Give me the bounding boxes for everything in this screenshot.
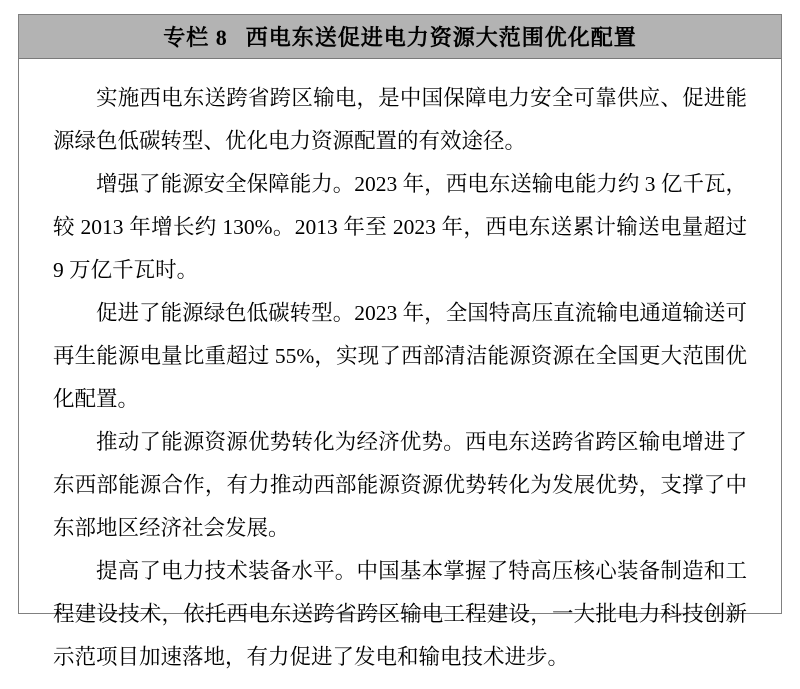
- callout-title: 西电东送促进电力资源大范围优化配置: [245, 25, 637, 50]
- paragraph: 提高了电力技术装备水平。中国基本掌握了特高压核心装备制造和工程建设技术，依托西电东送跨省跨区输电工程建设，一大批电力科技创新示范项目加速落地，有力促进了发电和输电技术进步。: [53, 559, 747, 669]
- callout-box-header: [19, 15, 781, 59]
- callout-box-body: [19, 59, 781, 689]
- callout-header-text: [163, 21, 637, 52]
- paragraph: 推动了能源资源优势转化为经济优势。西电东送跨省跨区输电增进了东西部能源合作，有力推动西部能源资源优势转化为发展优势，支撑了中东部地区经济社会发展。: [53, 430, 747, 540]
- paragraph: 促进了能源绿色低碳转型。2023 年，全国特高压直流输电通道输送可再生能源电量比重超过 55%，实现了西部清洁能源资源在全国更大范围优化配置。: [53, 301, 747, 411]
- paragraph: 增强了能源安全保障能力。2023 年，西电东送输电能力约 3 亿千瓦，较 2013 年增长约 130%。2013 年至 2023 年，西电东送累计输送电量超过 9 万亿千瓦时。: [53, 172, 747, 282]
- paragraph: 实施西电东送跨省跨区输电，是中国保障电力安全可靠供应、促进能源绿色低碳转型、优化电力资源配置的有效途径。: [53, 86, 747, 153]
- callout-box: [18, 14, 782, 669]
- callout-number-label: 专栏 8: [163, 25, 228, 50]
